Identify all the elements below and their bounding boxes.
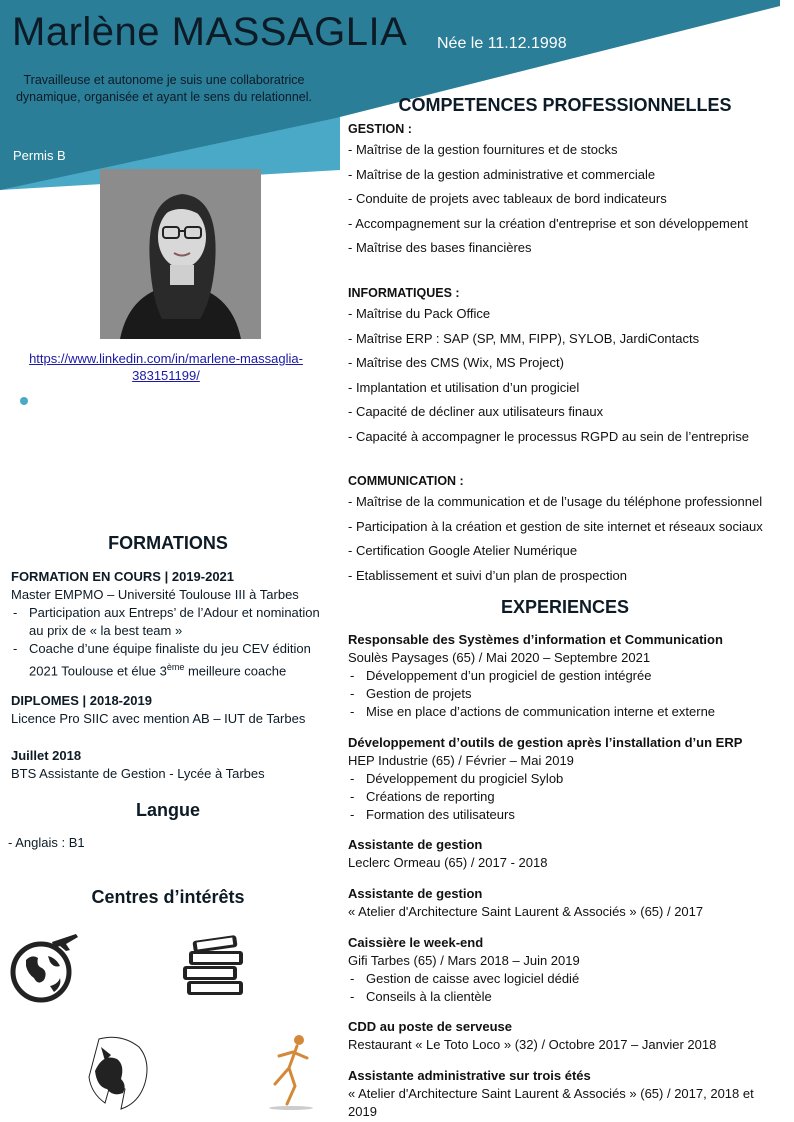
list-item: - Maîtrise des CMS (Wix, MS Project) bbox=[348, 355, 564, 371]
bts-line: BTS Assistante de Gestion - Lycée à Tarbes bbox=[11, 766, 265, 781]
horse-dog-icon bbox=[81, 1031, 157, 1111]
list-item: - Coache d’une équipe finaliste du jeu CEV édition 2021 Toulouse et élue 3ème meilleure coache bbox=[11, 640, 329, 680]
list-item: - Conduite de projets avec tableaux de bord indicateurs bbox=[348, 191, 667, 207]
bts-heading: Juillet 2018 bbox=[11, 748, 82, 763]
experience-sub: Leclerc Ormeau (65) / 2017 - 2018 bbox=[348, 855, 548, 870]
linkedin-link[interactable]: https://www.linkedin.com/in/marlene-massaglia-383151199/ bbox=[29, 351, 303, 383]
interests-title: Centres d’intérêts bbox=[91, 887, 245, 907]
competences-informatiques bbox=[348, 286, 788, 454]
langue-item: - Anglais : B1 bbox=[8, 835, 85, 850]
list-item: - Formation des utilisateurs bbox=[348, 806, 773, 824]
list-item: - Développement du progiciel Sylob bbox=[348, 770, 773, 788]
list-item: - Développement d’un progiciel de gestion intégrée bbox=[348, 667, 773, 685]
formation-current-bullets bbox=[11, 604, 329, 680]
experience-item bbox=[348, 885, 773, 921]
experience-sub: HEP Industrie (65) / Février – Mai 2019 bbox=[348, 753, 574, 768]
birth-date: Née le 11.12.1998 bbox=[437, 35, 567, 52]
full-name: Marlène MASSAGLIA bbox=[12, 10, 408, 54]
experience-sub: Soulès Paysages (65) / Mai 2020 – Septembre 2021 bbox=[348, 650, 651, 665]
list-item: - Maîtrise ERP : SAP (SP, MM, FIPP), SYLOB, JardiContacts bbox=[348, 330, 700, 346]
experience-item bbox=[348, 631, 773, 721]
langue-title: Langue bbox=[135, 800, 200, 820]
runner-icon bbox=[261, 1030, 321, 1112]
driving-licence: Permis B bbox=[13, 148, 66, 163]
formation-current-line: Master EMPMO – Université Toulouse III à Tarbes bbox=[11, 587, 299, 602]
formation-bts bbox=[11, 747, 329, 783]
experience-sub: « Atelier d'Architecture Saint Laurent & Associés » (65) / 2017, 2018 et 2019 bbox=[348, 1086, 754, 1119]
list-item: - Etablissement et suivi d’un plan de prospection bbox=[348, 567, 627, 583]
gestion-heading: GESTION : bbox=[348, 122, 412, 136]
list-item: - Gestion de caisse avec logiciel dédié bbox=[348, 970, 773, 988]
profile-tagline: Travailleuse et autonome je suis une collaboratrice dynamique, organisée et ayant le sens du relationnel. bbox=[15, 73, 313, 104]
experience-sub: « Atelier d'Architecture Saint Laurent & Associés » (65) / 2017 bbox=[348, 904, 704, 919]
experience-title: Assistante de gestion bbox=[348, 886, 483, 901]
formation-current bbox=[11, 568, 329, 680]
list-item: - Créations de reporting bbox=[348, 788, 773, 806]
phone-text: 06 62 27 77 56 bbox=[125, 433, 216, 448]
experience-title: Développement d’outils de gestion après l’installation d’un ERP bbox=[348, 735, 743, 750]
list-item: - Maîtrise de la gestion administrative et commerciale bbox=[348, 166, 656, 182]
list-item: - Mise en place d’actions de communication interne et externe bbox=[348, 703, 773, 721]
experience-title: Assistante de gestion bbox=[348, 837, 483, 852]
list-item: - Maîtrise de la communication et de l’usage du téléphone professionnel bbox=[348, 494, 763, 509]
experience-sub: Gifi Tarbes (65) / Mars 2018 – Juin 2019 bbox=[348, 953, 580, 968]
list-item: - Maîtrise des bases financières bbox=[348, 240, 532, 256]
competences-communication bbox=[348, 474, 788, 592]
list-item: - Accompagnement sur la création d'entreprise et son développement bbox=[348, 215, 748, 231]
experience-title: Caissière le week-end bbox=[348, 935, 484, 950]
experience-sub: Restaurant « Le Toto Loco » (32) / Octobre 2017 – Janvier 2018 bbox=[348, 1037, 717, 1052]
profile-photo bbox=[100, 169, 261, 339]
experience-title: Responsable des Systèmes d’information et Communication bbox=[348, 632, 723, 647]
list-item: - Certification Google Atelier Numérique bbox=[348, 543, 578, 559]
email-text: massaglia.marlene@gmail.com bbox=[83, 475, 272, 490]
list-item: - Gestion de projets bbox=[348, 685, 773, 703]
list-item: - Participation à la création et gestion de site internet et réseaux sociaux bbox=[348, 518, 763, 534]
experience-item bbox=[348, 1067, 773, 1121]
informatiques-heading: INFORMATIQUES : bbox=[348, 286, 460, 300]
communication-heading: COMMUNICATION : bbox=[348, 474, 464, 488]
list-item: - Maîtrise de la gestion fournitures et de stocks bbox=[348, 142, 618, 157]
experience-item bbox=[348, 836, 773, 872]
list-item: - Maîtrise du Pack Office bbox=[348, 306, 491, 321]
list-item: - Conseils à la clientèle bbox=[348, 988, 773, 1006]
experience-item bbox=[348, 1018, 773, 1054]
phone-icon bbox=[11, 428, 39, 461]
list-item: - Capacité de décliner aux utilisateurs finaux bbox=[348, 404, 604, 420]
competences-title: COMPETENCES PROFESSIONNELLES bbox=[398, 95, 732, 115]
location-pin-icon bbox=[13, 391, 35, 424]
list-item: - Participation aux Entreps’ de l’Adour et nomination au prix de « la best team » bbox=[11, 604, 329, 640]
address-text: 22 RUE DARWIN 32000 AUCH bbox=[88, 397, 277, 412]
formation-current-heading: FORMATION EN COURS | 2019-2021 bbox=[11, 569, 235, 584]
diplomes-line: Licence Pro SIIC avec mention AB – IUT de Tarbes bbox=[11, 711, 306, 726]
list-item: - Capacité à accompagner le processus RGPD au sein de l’entreprise bbox=[348, 428, 750, 444]
experiences-title: EXPERIENCES bbox=[500, 597, 630, 617]
experience-title: CDD au poste de serveuse bbox=[348, 1019, 513, 1034]
books-icon bbox=[177, 926, 251, 1009]
experience-item bbox=[348, 934, 773, 1006]
formation-diplomes bbox=[11, 692, 329, 728]
list-item: - Implantation et utilisation d’un progiciel bbox=[348, 379, 580, 395]
formations-title: FORMATIONS bbox=[108, 533, 228, 553]
experience-item bbox=[348, 734, 773, 824]
mail-icon bbox=[11, 473, 40, 499]
globe-plane-icon bbox=[4, 928, 81, 1008]
diplomes-heading: DIPLOMES | 2018-2019 bbox=[11, 693, 152, 708]
experience-title: Assistante administrative sur trois étés bbox=[348, 1068, 591, 1083]
competences-gestion bbox=[348, 122, 788, 265]
